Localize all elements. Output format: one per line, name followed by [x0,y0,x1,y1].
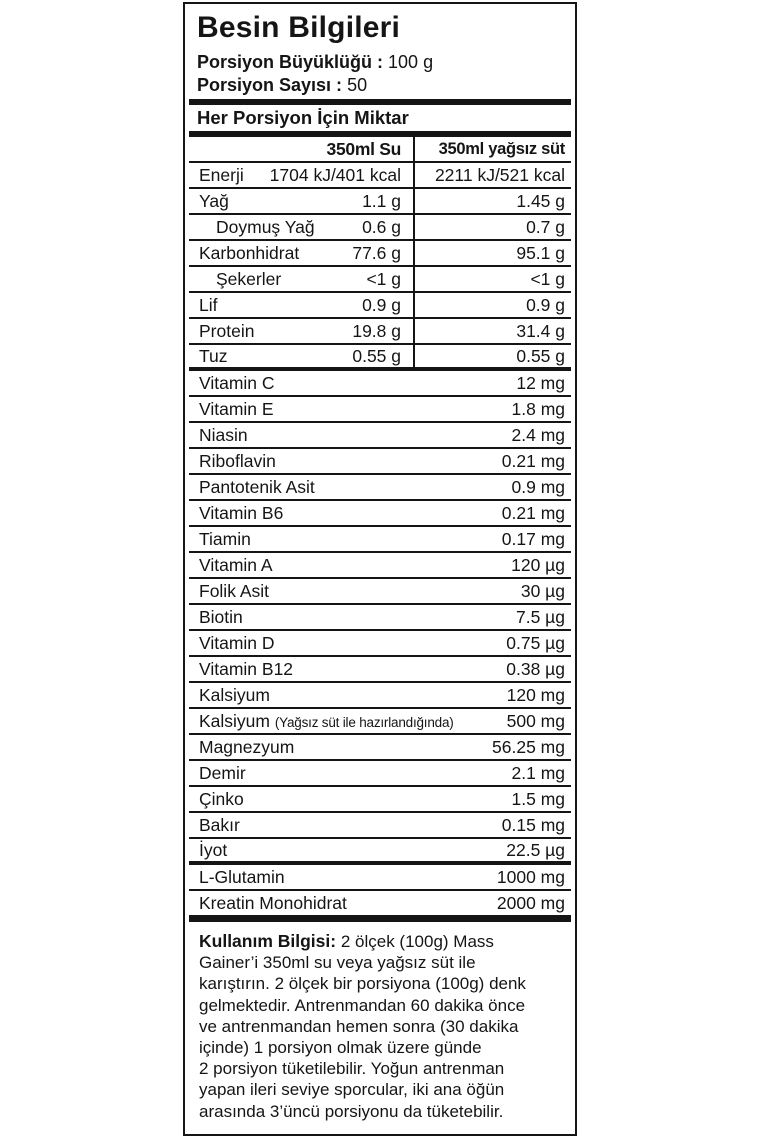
nutrient-row [189,813,571,839]
nutrient-name: Demir [199,762,246,783]
nutrient-name: Çinko [199,788,244,809]
nutrient-row [189,163,571,189]
usage-text-line: ve antrenmandan hemen sonra (30 dakika [199,1016,519,1036]
nutrient-name: Vitamin A [199,554,273,575]
nutrient-name: Protein [199,320,255,341]
nutrient-row [189,605,571,631]
nutrient-name: Şekerler [216,268,282,289]
nutrient-name: Pantotenik Asit [199,476,315,497]
nutrient-value-water: 19.8 g [352,320,401,341]
nutrient-value-milk: 2211 kJ/521 kcal [434,164,565,185]
usage-text-line: Kullanım Bilgisi: 2 ölçek (100g) Mass [199,931,494,951]
nutrient-value-milk: 31.4 g [516,320,565,341]
nutrient-name: Biotin [199,606,243,627]
usage-text-line: içinde) 1 porsiyon olmak üzere günde [199,1038,482,1058]
water-column-cell [189,163,415,187]
nutrient-name: Tuz [199,345,228,366]
nutrient-name: Tiamin [199,528,251,549]
nutrient-row [189,631,571,657]
nutrient-value-milk: 0.9 g [526,294,565,315]
serving-size-label: Porsiyon Büyüklüğü : [197,52,384,72]
nutrient-row [189,527,571,553]
nutrient-row [189,553,571,579]
nutrient-row [189,761,571,787]
usage-text-line: 2 porsiyon tüketilebilir. Yoğun antrenman [199,1059,505,1079]
water-column-cell [189,345,415,367]
nutrient-name: Riboflavin [199,450,276,471]
column-header-milk: 350ml yağsız süt [438,139,565,158]
nutrient-value-water: 0.55 g [352,345,401,366]
supplement-value: 2000 mg [496,892,565,913]
water-column-cell [189,267,415,291]
water-column-cell [189,319,415,343]
nutrient-row [189,423,571,449]
nutrient-value-water: <1 g [366,268,401,289]
nutrient-value: 7.5 µg [515,606,565,627]
nutrient-row [189,683,571,709]
nutrient-name: Niasin [199,424,248,445]
nutrient-row [189,657,571,683]
supplement-value: 1000 mg [496,866,565,887]
nutrient-value: 1.5 mg [511,788,565,809]
nutrient-row [189,215,571,241]
nutrient-name: Vitamin D [199,632,275,653]
nutrient-row [189,189,571,215]
nutrient-value: 120 µg [511,554,565,575]
usage-text-line: gelmektedir. Antrenmandan 60 dakika önce [199,995,526,1015]
nutrient-value-water: 1704 kJ/401 kcal [269,164,401,185]
nutrient-value: 0.9 mg [511,476,565,497]
nutrient-value-milk: 1.45 g [516,190,565,211]
nutrient-value: 30 µg [520,580,565,601]
nutrient-row [189,241,571,267]
macro-nutrients-section [189,163,571,371]
usage-lead: Kullanım Bilgisi: [199,931,337,951]
nutrient-value: 0.38 µg [506,658,565,679]
nutrition-label [183,2,577,1136]
water-column-cell [189,241,415,265]
nutrient-row [189,709,571,735]
label-header [189,4,571,99]
nutrient-note: (Yağsız süt ile hazırlandığında) [274,714,454,730]
nutrient-row [189,449,571,475]
nutrient-value-water: 1.1 g [362,190,401,211]
nutrient-name: Karbonhidrat [199,242,300,263]
label-title: Besin Bilgileri [197,11,401,44]
supplement-row [189,865,571,891]
usage-text-line: arasında 3’üncü porsiyonu da tüketebilir. [199,1101,504,1121]
nutrient-value: 22.5 µg [506,839,565,860]
water-column-cell [189,189,415,213]
nutrient-name: Vitamin C [199,372,275,393]
nutrient-row [189,735,571,761]
nutrient-value: 1.8 mg [511,398,565,419]
nutrient-name: Kalsiyum (Yağsız süt ile hazırlandığında) [199,710,454,731]
serving-count-line [197,74,563,97]
nutrient-row [189,397,571,423]
water-column-cell [189,293,415,317]
nutrient-row [189,787,571,813]
supplement-name: Kreatin Monohidrat [199,892,347,913]
nutrient-name: Magnezyum [199,736,295,757]
nutrient-value-milk: 95.1 g [516,242,565,263]
serving-count-value: 50 [347,74,368,95]
nutrient-name: Vitamin E [199,398,274,419]
nutrient-value: 0.75 µg [506,632,565,653]
nutrient-name: Folik Asit [199,580,270,601]
supplements-section [189,865,571,917]
nutrient-value: 0.21 mg [501,450,565,471]
usage-text-line: karıştırın. 2 ölçek bir porsiyona (100g) denk [199,974,526,994]
nutrient-name: Doymuş Yağ [216,216,315,237]
nutrient-name: Vitamin B6 [199,502,284,523]
serving-count-label: Porsiyon Sayısı : [197,74,343,95]
nutrient-value: 120 mg [506,684,565,705]
nutrient-value: 2.1 mg [511,762,565,783]
usage-text-line: Gainer’i 350ml su veya yağsız süt ile [199,953,476,973]
nutrient-name: Lif [199,294,218,315]
nutrient-value-milk: 0.7 g [526,216,565,237]
nutrient-row [189,345,571,371]
water-column-cell [189,215,415,239]
vitamins-minerals-section [189,371,571,865]
nutrient-value: 0.17 mg [501,528,565,549]
column-header-row [189,137,571,163]
nutrient-value: 12 mg [516,372,565,393]
serving-size-value: 100 g [388,52,434,72]
nutrient-row [189,293,571,319]
nutrient-row [189,371,571,397]
nutrient-row [189,579,571,605]
column-header-water: 350ml Su [189,137,415,161]
nutrient-row [189,475,571,501]
nutrient-value-milk: 0.55 g [516,345,565,366]
nutrient-name: Yağ [199,190,229,211]
nutrient-value-milk: <1 g [530,268,565,289]
nutrient-row [189,267,571,293]
usage-text-line: yapan ileri seviye sporcular, iki ana öğün [199,1080,505,1100]
nutrient-value: 2.4 mg [511,424,565,445]
nutrient-value-water: 0.6 g [362,216,401,237]
nutrient-row [189,319,571,345]
nutrient-name: Bakır [199,814,240,835]
supplement-row [189,891,571,917]
nutrient-value: 0.21 mg [501,502,565,523]
nutrient-value-water: 0.9 g [362,294,401,315]
nutrient-name: Enerji [199,164,244,185]
nutrient-value-water: 77.6 g [352,242,401,263]
nutrient-name: Vitamin B12 [199,658,294,679]
nutrient-value: 56.25 mg [492,736,565,757]
nutrient-row [189,839,571,865]
nutrient-value: 0.15 mg [501,814,565,835]
nutrient-row [189,501,571,527]
usage-instructions [189,922,571,1128]
serving-size-line [197,51,563,74]
nutrient-name: Kalsiyum [199,684,270,705]
supplement-name: L-Glutamin [199,866,285,887]
nutrient-name: İyot [199,839,228,860]
nutrient-value: 500 mg [506,710,565,731]
amount-per-serving-header: Her Porsiyon İçin Miktar [197,107,409,128]
